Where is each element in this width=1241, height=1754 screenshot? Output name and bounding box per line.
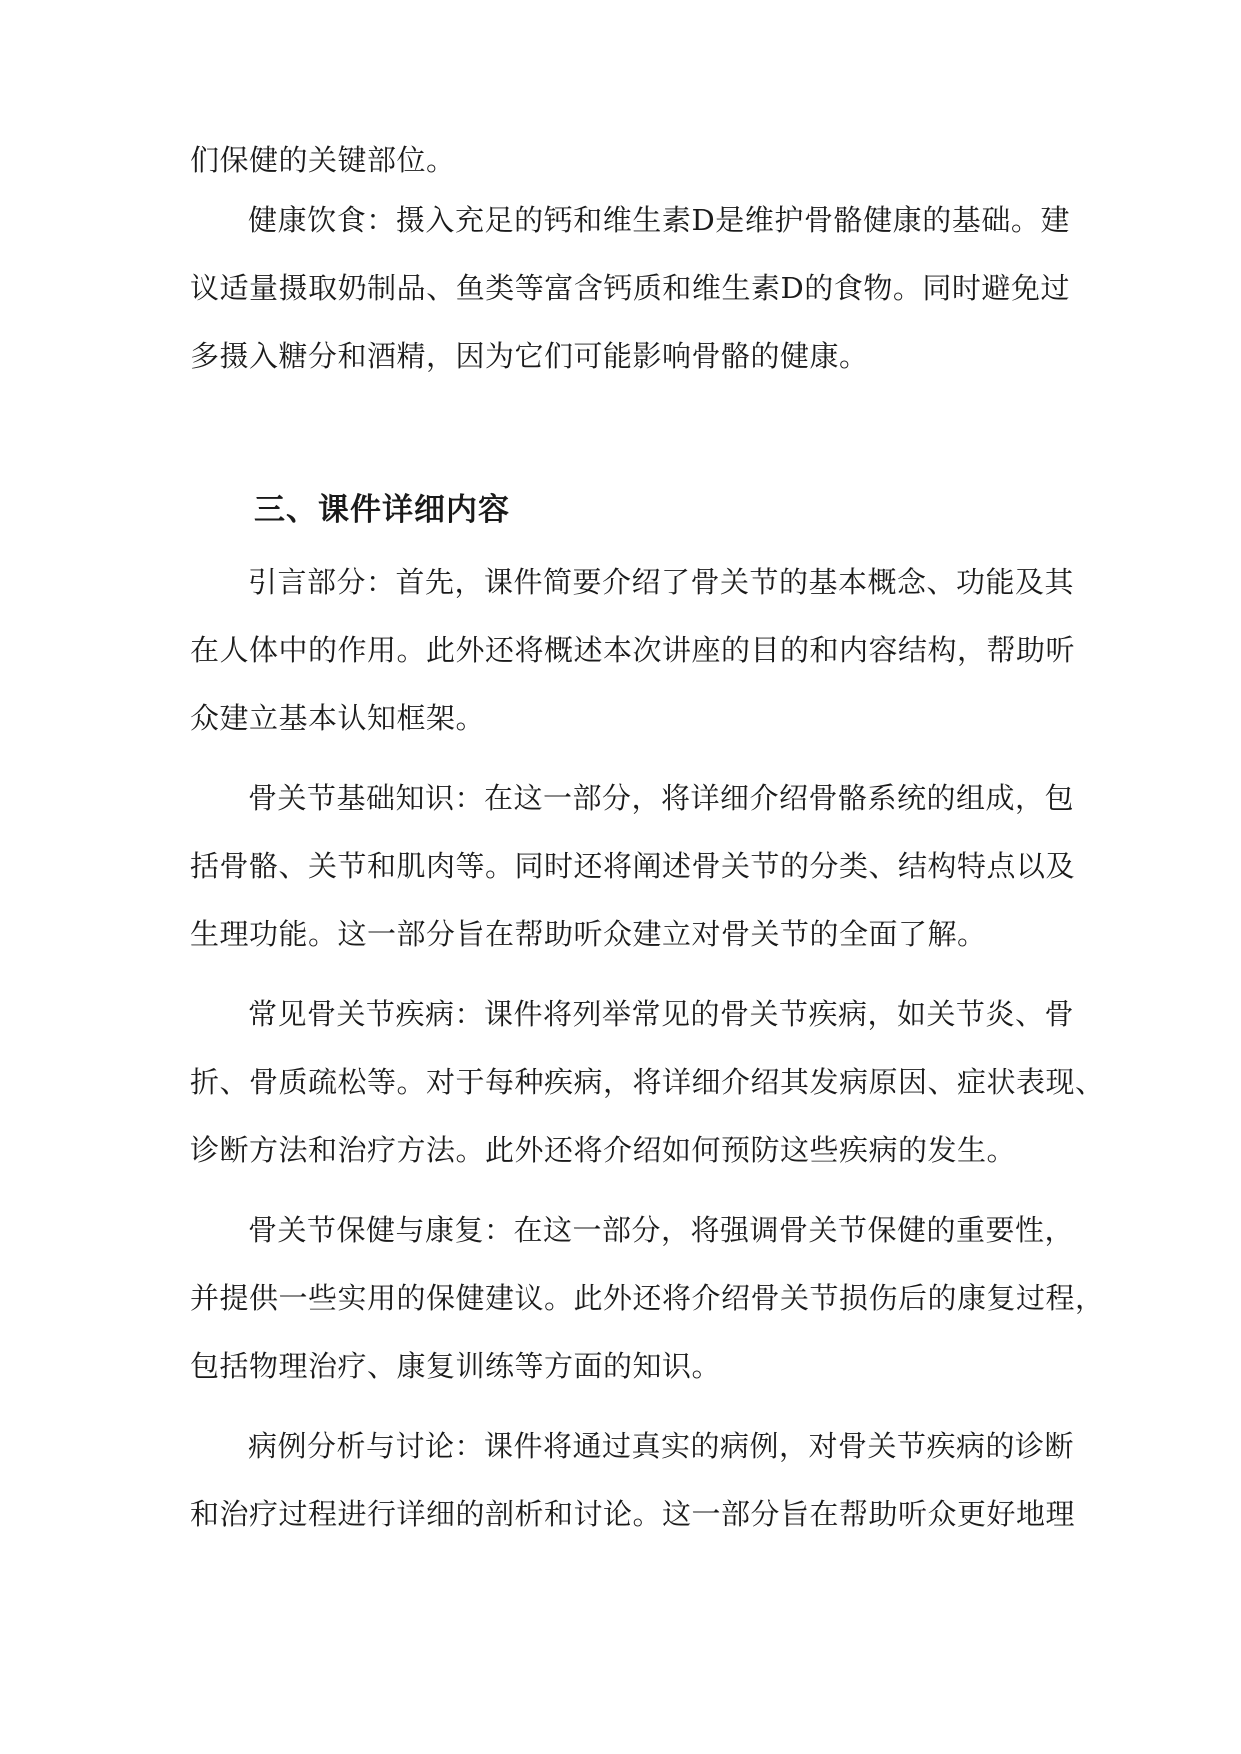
paragraph-line: 众建立基本认知框架。 bbox=[190, 701, 486, 735]
paragraph-line: 病例分析与讨论：课件将通过真实的病例，对骨关节疾病的诊断 bbox=[248, 1429, 1075, 1463]
paragraph-line: 引言部分：首先，课件简要介绍了骨关节的基本概念、功能及其 bbox=[248, 565, 1075, 599]
paragraph-line: 在人体中的作用。此外还将概述本次讲座的目的和内容结构，帮助听 bbox=[190, 633, 1076, 667]
paragraph-line: 骨关节基础知识：在这一部分，将详细介绍骨骼系统的组成，包 bbox=[248, 781, 1075, 815]
section-heading: 三、课件详细内容 bbox=[254, 492, 510, 528]
paragraph-line: 常见骨关节疾病：课件将列举常见的骨关节疾病，如关节炎、骨 bbox=[248, 997, 1075, 1031]
paragraph-line: 多摄入糖分和酒精，因为它们可能影响骨骼的健康。 bbox=[190, 339, 869, 373]
paragraph-line: 骨关节保健与康复：在这一部分，将强调骨关节保健的重要性， bbox=[248, 1213, 1075, 1247]
paragraph-line: 健康饮食：摄入充足的钙和维生素D是维护骨骼健康的基础。建 bbox=[248, 203, 1070, 237]
paragraph-line: 诊断方法和治疗方法。此外还将介绍如何预防这些疾病的发生。 bbox=[190, 1133, 1017, 1167]
paragraph-line: 包括物理治疗、康复训练等方面的知识。 bbox=[190, 1349, 722, 1383]
paragraph-line: 并提供一些实用的保健建议。此外还将介绍骨关节损伤后的康复过程， bbox=[190, 1281, 1105, 1315]
paragraph-line: 们保健的关键部位。 bbox=[190, 143, 456, 177]
paragraph-line: 和治疗过程进行详细的剖析和讨论。这一部分旨在帮助听众更好地理 bbox=[190, 1497, 1076, 1531]
paragraph-line: 生理功能。这一部分旨在帮助听众建立对骨关节的全面了解。 bbox=[190, 917, 987, 951]
paragraph-line: 折、骨质疏松等。对于每种疾病，将详细介绍其发病原因、症状表现、 bbox=[190, 1065, 1105, 1099]
paragraph-line: 议适量摄取奶制品、鱼类等富含钙质和维生素D的食物。同时避免过 bbox=[190, 271, 1070, 305]
paragraph-line: 括骨骼、关节和肌肉等。同时还将阐述骨关节的分类、结构特点以及 bbox=[190, 849, 1076, 883]
